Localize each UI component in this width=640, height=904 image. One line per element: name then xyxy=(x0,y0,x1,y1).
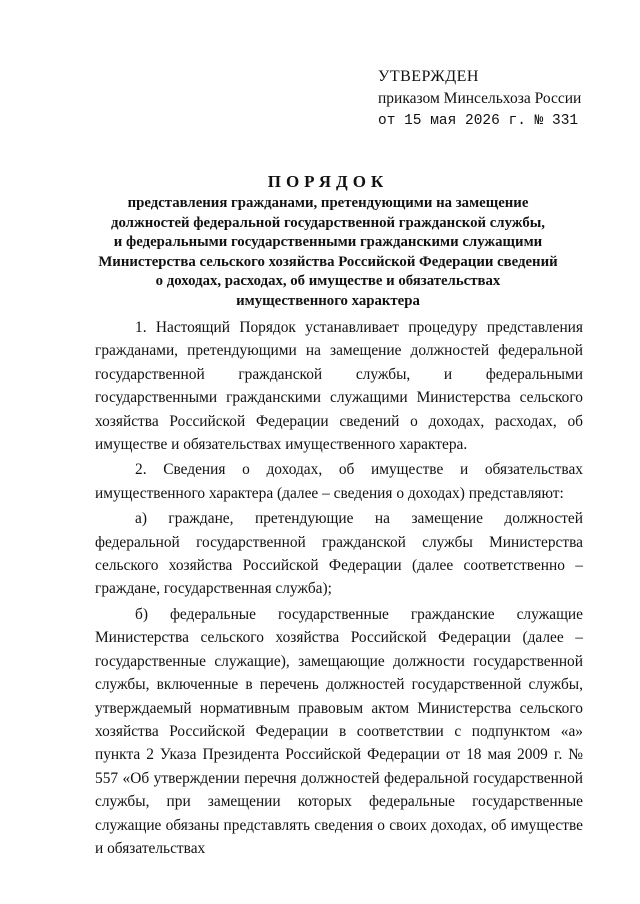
subtitle-line: должностей федеральной государственной гражданской службы, xyxy=(110,214,545,231)
subtitle-line: представления гражданами, претендующими на замещение xyxy=(127,195,529,211)
document-heading xyxy=(88,170,568,311)
paragraph-1: 1. Настоящий Порядок устанавливает процедуру представления гражданами, претендующими на замещение должностей федеральной государственной гражданской службы, и федеральными государственными гражданскими служащими Министерства сельского хозяйства Российской Федерации сведений о доходах, расходах, об имуществе и обязательствах имущественного характера. xyxy=(95,319,583,454)
subtitle-line: имущественного характера xyxy=(236,292,420,309)
document-body xyxy=(95,316,583,860)
subtitle-line: о доходах, расходах, об имуществе и обязательствах xyxy=(155,273,501,289)
paragraph-2a: а) граждане, претендующие на замещение должностей федеральной государственной гражданской службы Министерства сельского хозяйства Российской Федерации (далее соответственно – граждане, государственная служба); xyxy=(95,510,583,598)
approval-order-line: приказом Минсельхоза России xyxy=(378,90,582,107)
subtitle-line: Министерства сельского хозяйства Российской Федерации сведений xyxy=(98,253,558,270)
subtitle-line: и федеральными государственными гражданскими служащими xyxy=(113,234,543,250)
approval-title: УТВЕРЖДЕН xyxy=(378,68,479,85)
paragraph-2: 2. Сведения о доходах, об имуществе и обязательствах имущественного характера (далее – сведения о доходах) представляют: xyxy=(95,461,583,502)
approval-date-line: от 15 мая 2026 г. № 331 xyxy=(378,113,579,129)
paragraph-2b: б) федеральные государственные гражданские служащие Министерства сельского хозяйства Российской Федерации (далее – государственные служащие), замещающие должности государственной службы, включенные в перечень должностей государственной службы, утверждаемый нормативным правовым актом Министерства сельского хозяйства Российской Федерации в соответствии с подпунктом «а» пункта 2 Указа Президента Российской Федерации от 18 мая 2009 г. № 557 «Об утверждении перечня должностей федеральной государственной службы, при замещении которых федеральные государственные служащие обязаны представлять сведения о своих доходах, об имуществе и обязательствах xyxy=(95,605,583,857)
approval-stamp xyxy=(378,66,628,132)
document-title: ПОРЯДОК xyxy=(267,172,389,191)
